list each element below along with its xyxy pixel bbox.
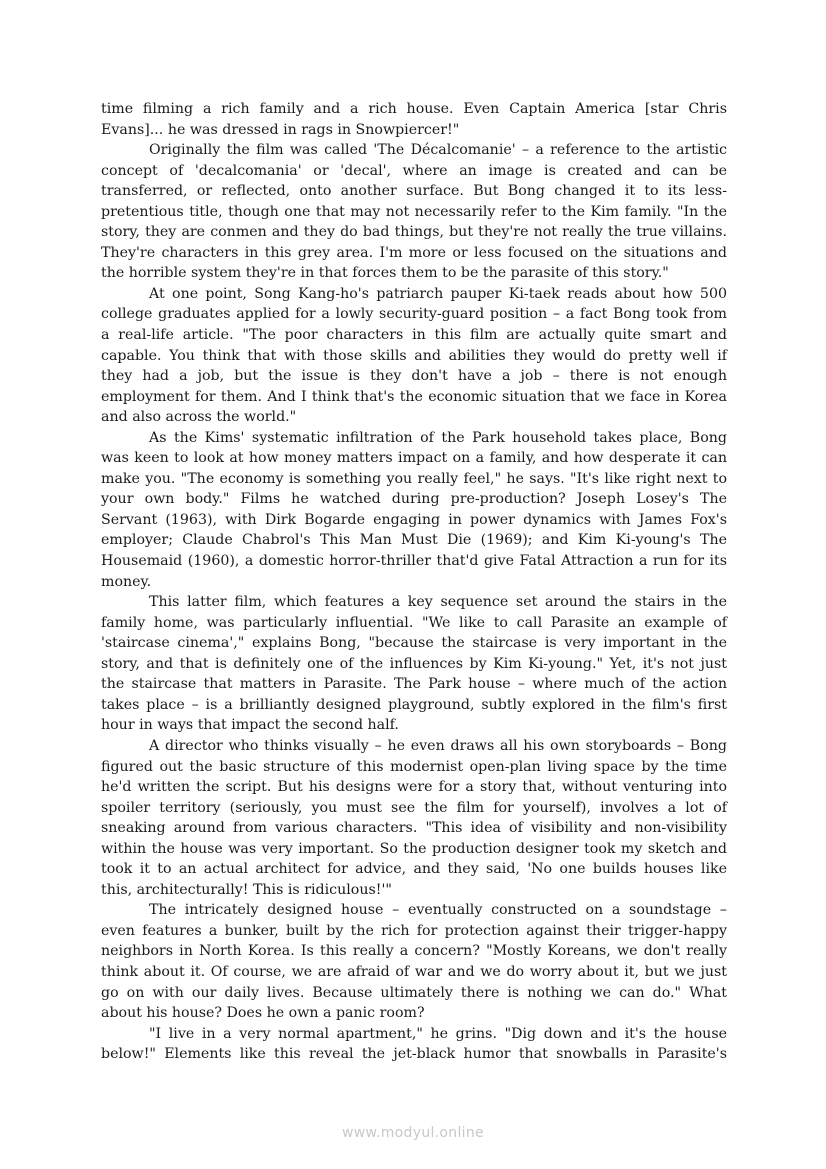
paragraph — [101, 592, 727, 736]
paragraph — [101, 99, 727, 140]
text-line: "I live in a very normal apartment," he grins. "Dig down and it's the house — [149, 1025, 727, 1042]
text-line: Originally the film was called 'The Décalcomanie' – a reference to the artistic — [149, 142, 727, 159]
text-line: takes place – is a brilliantly designed playground, subtly explored in the film's first — [101, 696, 727, 713]
text-line: the horrible system they're in that forces them to be the parasite of this story." — [101, 265, 669, 282]
document-body — [101, 99, 727, 1065]
text-line: employer; Claude Chabrol's This Man Must Die (1969); and Kim Ki-young's The — [101, 532, 727, 549]
text-line: a real-life article. "The poor characters in this film are actually quite smart and — [101, 327, 727, 344]
text-line: within the house was very important. So the production designer took my sketch and — [101, 840, 727, 857]
text-line: make you. "The economy is something you really feel," he says. "It's like right next to — [101, 470, 727, 487]
watermark-footer: www.modyul.online — [342, 1125, 484, 1141]
text-line: go on with our daily lives. Because ultimately there is nothing we can do." What — [101, 984, 727, 1001]
text-line: At one point, Song Kang-ho's patriarch pauper Ki-taek reads about how 500 — [149, 285, 727, 302]
paragraph — [101, 900, 727, 1023]
text-line: Housemaid (1960), a domestic horror-thriller that'd give Fatal Attraction a run for its — [101, 553, 727, 570]
text-line: story, and that is definitely one of the influences by Kim Ki-young." Yet, it's not just — [101, 655, 727, 672]
text-line: spoiler territory (seriously, you must see the film for yourself), involves a lot of — [101, 799, 727, 816]
text-line: hour in ways that impact the second half. — [101, 717, 399, 734]
text-line: transferred, or reflected, onto another surface. But Bong changed it to its less- — [101, 183, 727, 200]
text-line: 'staircase cinema'," explains Bong, "because the staircase is very important in the — [101, 635, 727, 652]
text-line: think about it. Of course, we are afraid of war and we do worry about it, but we just — [101, 963, 727, 980]
text-line: Servant (1963), with Dirk Bogarde engaging in power dynamics with James Fox's — [101, 511, 727, 528]
text-line: took it to an actual architect for advice, and they said, 'No one builds houses like — [101, 861, 727, 878]
text-line: capable. You think that with those skills and abilities they would do pretty well if — [101, 347, 727, 364]
text-line: story, they are conmen and they do bad things, but they're not really the true villains. — [101, 224, 727, 241]
text-line: the staircase that matters in Parasite. The Park house – where much of the action — [101, 676, 727, 693]
paragraph — [101, 284, 727, 428]
text-line: he'd written the script. But his designs were for a story that, without venturing into — [101, 779, 727, 796]
text-line: figured out the basic structure of this modernist open-plan living space by the time — [101, 758, 727, 775]
text-line: employment for them. And I think that's the economic situation that we face in Korea — [101, 388, 727, 405]
paragraph — [101, 736, 727, 900]
text-line: As the Kims' systematic infiltration of the Park household takes place, Bong — [149, 429, 727, 446]
text-line: pretentious title, though one that may not necessarily refer to the Kim family. "In the — [101, 203, 727, 220]
text-line: this, architecturally! This is ridiculous!'" — [101, 881, 392, 898]
text-line: A director who thinks visually – he even draws all his own storyboards – Bong — [149, 737, 727, 754]
text-line: about his house? Does he own a panic room? — [101, 1005, 425, 1022]
text-line: Evans]... he was dressed in rags in Snowpiercer!" — [101, 121, 460, 138]
text-line: The intricately designed house – eventually constructed on a soundstage – — [149, 902, 727, 919]
text-line: and also across the world." — [101, 409, 297, 426]
text-line: This latter film, which features a key sequence set around the stairs in the — [149, 594, 727, 611]
text-line: your own body." Films he watched during pre-production? Joseph Losey's The — [101, 491, 727, 508]
text-line: below!" Elements like this reveal the jet-black humor that snowballs in Parasite's — [101, 1046, 727, 1063]
text-line: neighbors in North Korea. Is this really a concern? "Mostly Koreans, we don't really — [101, 943, 727, 960]
text-line: money. — [101, 573, 152, 590]
text-line: college graduates applied for a lowly security-guard position – a fact Bong took from — [101, 306, 727, 323]
paragraph — [101, 140, 727, 284]
text-line: even features a bunker, built by the rich for protection against their trigger-happy — [101, 922, 727, 939]
text-line: sneaking around from various characters. "This idea of visibility and non-visibility — [101, 820, 727, 837]
text-line: was keen to look at how money matters impact on a family, and how desperate it can — [101, 450, 727, 467]
text-line: time filming a rich family and a rich house. Even Captain America [star Chris — [101, 101, 727, 117]
text-line: they had a job, but the issue is they don't have a job – there is not enough — [101, 368, 727, 385]
text-line: concept of 'decalcomania' or 'decal', where an image is created and can be — [101, 162, 727, 179]
text-line: family home, was particularly influential. "We like to call Parasite an example of — [101, 614, 727, 631]
text-line: They're characters in this grey area. I'm more or less focused on the situations and — [101, 244, 727, 261]
paragraph — [101, 428, 727, 592]
paragraph — [101, 1024, 727, 1065]
